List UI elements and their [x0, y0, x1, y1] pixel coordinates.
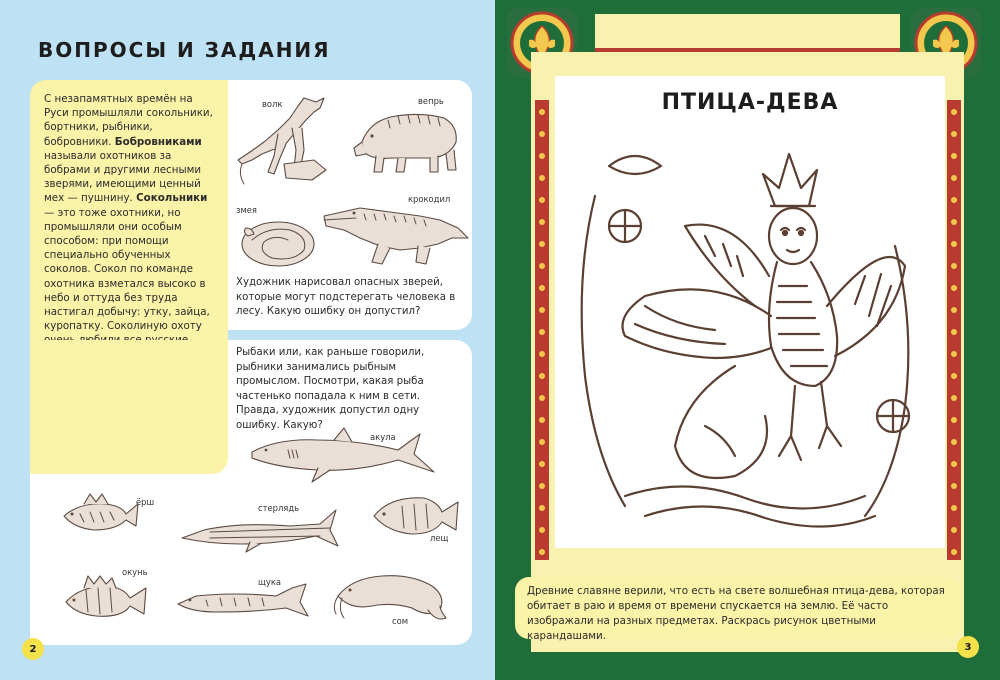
- right-page: [495, 0, 1000, 680]
- bird-maiden-illustration: [565, 126, 935, 541]
- intro-p1: С незапамятных времён на Руси промышляли сокольники, бортники, рыбники, бобровники.: [44, 93, 213, 148]
- page-number-left: 2: [22, 638, 44, 660]
- boar-illustration: [352, 106, 462, 176]
- right-border-band: [947, 100, 961, 560]
- label-ruffe: ёрш: [136, 497, 155, 507]
- caption-box: Древние славяне верили, что есть на свете волшебная птица-дева, которая обитает в раю и время от времени спускается на землю. Её часто изображали на разных предметах. Раскрась рисунок цветными карандашами.: [515, 577, 961, 639]
- wolf-illustration: [234, 94, 329, 189]
- shark-illustration: [248, 428, 438, 488]
- term-falconers: Сокольники: [136, 192, 208, 205]
- bream-illustration: [372, 494, 460, 538]
- term-beavers: Бобровниками: [114, 135, 202, 148]
- page-number-right: 3: [957, 636, 979, 658]
- picture-title: ПТИЦА-ДЕВА: [661, 90, 839, 115]
- left-border-band: [535, 100, 549, 560]
- page-heading: ВОПРОСЫ И ЗАДАНИЯ: [38, 38, 331, 62]
- intro-beavers-text: называли охотников за бобрами и другими лесными зверями, имеющими ценный мех — пушнину.: [44, 149, 202, 205]
- pike-illustration: [176, 582, 310, 622]
- label-boar: вепрь: [418, 96, 444, 106]
- sterlet-illustration: [180, 508, 340, 556]
- label-catfish: сом: [392, 616, 409, 626]
- snake-illustration: [238, 218, 318, 270]
- crocodile-illustration: [320, 198, 470, 268]
- intro-falconers-text: — это тоже охотники, но промышляли они особым способом: при помощи специально обученных соколов. Сокол по команде охотника взметался высоко в небо и оттуда без труда настигал добычу: утку, зайца, куропатку. Соколиную охоту: [44, 206, 210, 333]
- dangerous-animals-text: Художник нарисовал опасных зверей, которые могут подстерегать человека в лесу. Какую ошибку он допустил?: [236, 277, 456, 317]
- intro-text: [44, 92, 218, 362]
- label-bream: лещ: [430, 533, 449, 543]
- top-ornament-field: [595, 14, 900, 52]
- label-wolf: волк: [262, 99, 283, 109]
- coloring-picture: [555, 76, 945, 548]
- perch-illustration: [62, 574, 148, 622]
- label-shark: акула: [370, 432, 396, 442]
- label-sterlet: стерлядь: [258, 503, 300, 513]
- label-snake: змея: [236, 205, 257, 215]
- label-pike: щука: [258, 577, 282, 587]
- label-perch: окунь: [122, 567, 148, 577]
- ruffe-illustration: [60, 492, 140, 538]
- left-page: [0, 0, 495, 680]
- label-croc: крокодил: [408, 194, 451, 204]
- fish-text: Рыбаки или, как раньше говорили, рыбники занимались рыбным промыслом. Посмотри, какая рыба частенько попадала к ним в сети. Правда, художник допустил одну ошибку. Какую?: [236, 347, 425, 431]
- panel-cutout: [30, 340, 228, 474]
